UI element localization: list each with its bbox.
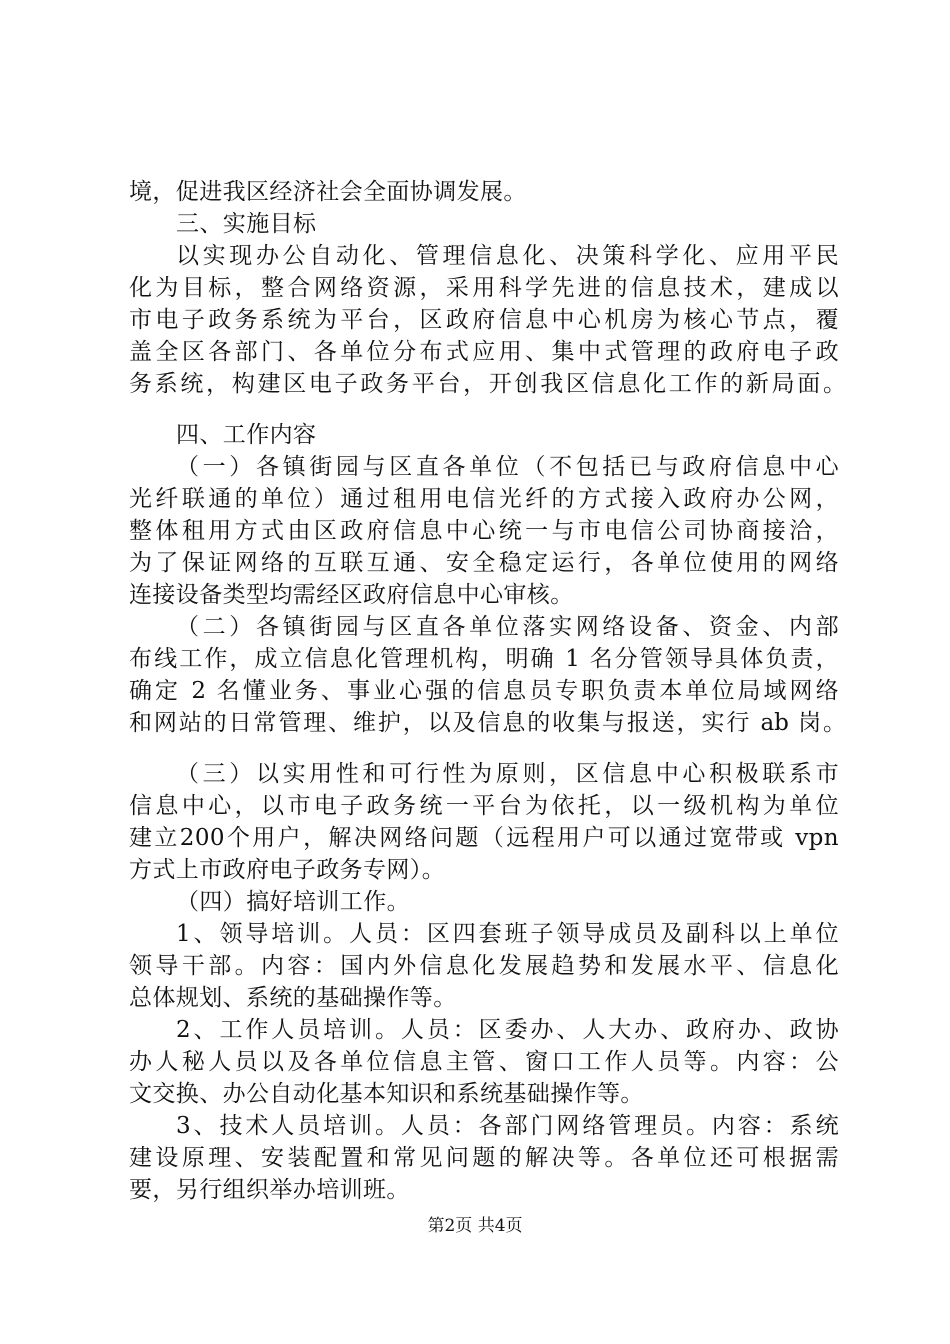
paragraph-line: 市电子政务系统为平台，区政府信息中心机房为核心节点，覆 (129, 307, 839, 333)
paragraph-line: 要，另行组织举办培训班。 (129, 1177, 410, 1203)
paragraph-line: 光纤联通的单位）通过租用电信光纤的方式接入政府办公网， (129, 486, 839, 512)
paragraph-line: 盖全区各部门、各单位分布式应用、集中式管理的政府电子政 (129, 339, 839, 365)
paragraph-line: （三）以实用性和可行性为原则，区信息中心积极联系市 (176, 761, 839, 787)
paragraph-line: 确定 2 名懂业务、事业心强的信息员专职负责本单位局域网络 (129, 678, 839, 704)
paragraph-line: 方式上市政府电子政务专网）。 (129, 857, 446, 883)
paragraph-line: 以实现办公自动化、管理信息化、决策科学化、应用平民 (176, 243, 839, 269)
page-number-footer: 第2页 共4页 (427, 1216, 523, 1236)
paragraph-line: 为了保证网络的互联互通、安全稳定运行，各单位使用的网络 (129, 550, 839, 576)
paragraph-line: 连接设备类型均需经区政府信息中心审核。 (129, 582, 574, 608)
paragraph-line: 1、领导培训。人员：区四套班子领导成员及副科以上单位 (176, 921, 839, 947)
paragraph-line: 办人秘人员以及各单位信息主管、窗口工作人员等。内容：公 (129, 1049, 839, 1075)
section-heading: 四、工作内容 (176, 422, 317, 448)
paragraph-line: 领导干部。内容：国内外信息化发展趋势和发展水平、信息化 (129, 953, 839, 979)
paragraph-line: （一）各镇街园与区直各单位（不包括已与政府信息中心 (176, 454, 839, 480)
paragraph-line: 化为目标，整合网络资源，采用科学先进的信息技术，建成以 (129, 275, 839, 301)
paragraph-line: 布线工作，成立信息化管理机构，明确 1 名分管领导具体负责， (129, 646, 839, 672)
paragraph-line: 总体规划、系统的基础操作等。 (129, 985, 457, 1011)
paragraph-line: （二）各镇街园与区直各单位落实网络设备、资金、内部 (176, 614, 839, 640)
paragraph-line: 信息中心，以市电子政务统一平台为依托，以一级机构为单位 (129, 793, 839, 819)
paragraph-line: 务系统，构建区电子政务平台，开创我区信息化工作的新局面。 (129, 371, 846, 397)
paragraph-line: 和网站的日常管理、维护，以及信息的收集与报送，实行 ab 岗。 (129, 710, 846, 736)
paragraph-line: 建立200个用户，解决网络问题（远程用户可以通过宽带或 vpn (129, 825, 839, 851)
paragraph-line: 文交换、办公自动化基本知识和系统基础操作等。 (129, 1081, 644, 1107)
section-heading: 三、实施目标 (176, 211, 317, 237)
paragraph-line: 境，促进我区经济社会全面协调发展。 (129, 179, 527, 205)
paragraph-line: 2、工作人员培训。人员：区委办、人大办、政府办、政协 (176, 1017, 839, 1043)
paragraph-line: 3、技术人员培训。人员：各部门网络管理员。内容：系统 (176, 1113, 839, 1139)
paragraph-line: 建设原理、安装配置和常见问题的解决等。各单位还可根据需 (129, 1145, 839, 1171)
section-heading: （四）搞好培训工作。 (176, 889, 410, 915)
paragraph-line: 整体租用方式由区政府信息中心统一与市电信公司协商接洽， (129, 518, 839, 544)
